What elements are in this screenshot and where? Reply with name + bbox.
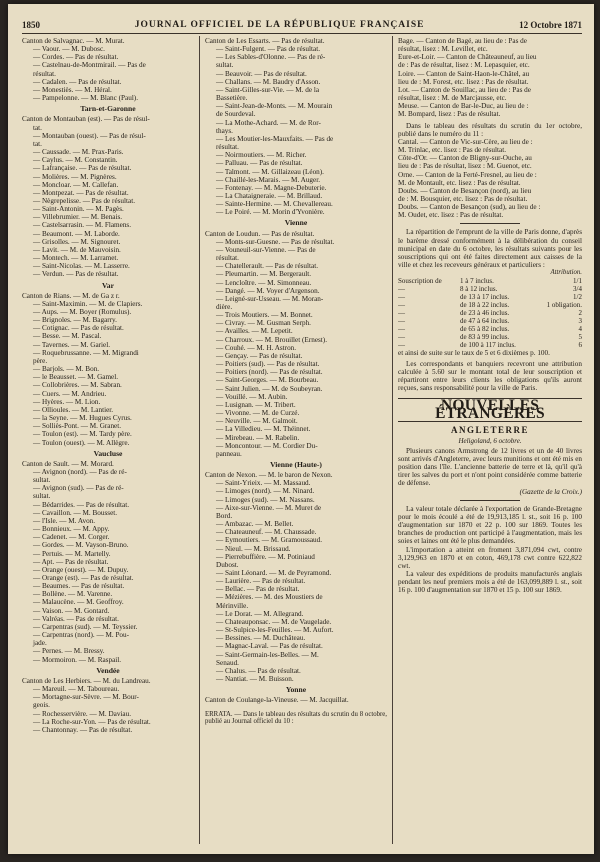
country-heading: ANGLETERRE [450, 425, 529, 436]
canton-line: de Sourdeval. [216, 110, 256, 119]
canton-line: — Solliès-Pont. — M. Granet. [33, 422, 122, 431]
canton-line: jade. [33, 639, 47, 648]
errata-line: Doubs. — Canton de Besançon (sud), au lieu de : [398, 203, 541, 212]
canton-line: — Chateauponsac. — M. de Vaugelade. [216, 617, 332, 626]
canton-line: — Chalus. — Pas de résultat. [216, 666, 301, 675]
canton-line: Bassetière. [216, 94, 248, 103]
column-1 [22, 37, 194, 846]
canton-line: — Availles. — M. Lepetit. [216, 327, 293, 336]
canton-line: — Moncontour. — M. Cordier Du- [216, 441, 318, 450]
canton-line: — Les Moutier-les-Mauxfaits. — Pas de [216, 134, 334, 143]
canton-line: — Beaumont. — M. Laborde. [33, 229, 120, 238]
canton-line: — Apt. — Pas de résultat. [33, 557, 109, 566]
canton-line: sultat. [33, 476, 51, 485]
table-row [398, 309, 582, 317]
canton-line: Bord. [216, 511, 233, 520]
errata-line: Côte-d'Or. — Canton de Bligny-sur-Ouche, au [398, 154, 532, 163]
canton-line: — Nègrepelisse. — Pas de résultat. [33, 196, 135, 205]
canton-line: Canton de Salvagnac. — M. Murat. [22, 37, 125, 45]
canton-line: — La Mothe-Achard. — M. de Ror- [216, 118, 321, 127]
canton-line: — Ambazac. — M. Bellet. [216, 520, 294, 529]
canton-line: — Aixe-sur-Vienne. — M. Muret de [216, 503, 322, 512]
table-cell: — [398, 333, 405, 342]
canton-line: Senaud. [216, 658, 239, 667]
table-cell: — [398, 341, 405, 350]
canton-line: — Palluau. — Pas de résultat. [216, 159, 303, 168]
canton-line: — Rochesservière. — M. Daviau. [33, 709, 132, 718]
canton-line: tat. [33, 139, 42, 148]
canton-line: — Tavernes. — M. Gariel. [33, 340, 111, 349]
canton-line: Canton de Nexon. — M. le baron de Nexon. [205, 471, 333, 480]
canton-line: — Carpentras (nord). — M. Pou- [33, 631, 130, 640]
errata-line: lieu de : Pas de résultat, lisez : M. Guenot, etc. [398, 162, 532, 171]
canton-line: — Mareuil. — M. Taboureau. [33, 685, 120, 694]
canton-line: — Chantonnay. — Pas de résultat. [33, 725, 133, 734]
canton-line: — l'Isle. — M. Avon. [33, 516, 96, 525]
canton-line: — Grisolles. — M. Signouret. [33, 237, 121, 246]
canton-line: Canton de Les Essarts. — Pas de résultat. [205, 37, 325, 45]
table-cell: Souscription de [398, 277, 442, 286]
canton-line: — Moncloar. — M. Callefan. [33, 180, 119, 189]
table-row [398, 285, 582, 293]
department-heading: Vaucluse [93, 448, 123, 458]
canton-line: — Toulon (est). — M. Tardy père. [33, 430, 132, 439]
table-cell: 1 obligation. [546, 301, 582, 310]
canton-line: — Saint-Nicolas. — M. Lasserre. [33, 262, 130, 271]
canton-line: résultat. [216, 143, 239, 152]
canton-line: — Malaucène. — M. Geoffroy. [33, 598, 124, 607]
table-cell: 5 [578, 333, 582, 342]
table-row [398, 333, 582, 341]
canton-line: — Toulon (ouest). — M. Allègre. [33, 438, 130, 447]
canton-line: — Bédarrides. — Pas de résultat. [33, 500, 130, 509]
table-cell: — [398, 285, 405, 294]
canton-line: — Challans. — M. Baudry d'Asson. [216, 77, 321, 86]
table-cell: de 47 à 64 inclus. [460, 317, 510, 326]
canton-line: — Vouneuil-sur-Vienne. — Pas de [216, 245, 316, 254]
canton-line: — Leigné-sur-Usseau. — M. Moran- [216, 294, 324, 303]
department-heading: Tarn-et-Garonne [80, 104, 136, 114]
errata-note: ERRATA. — Dans le tableau des résultats du scrutin du 8 octobre, publié au Journal officiel du 10 : [205, 710, 387, 726]
canton-line: — Le Poiré. — M. Morin d'Yvonière. [216, 208, 325, 217]
table-cell: 3 [578, 317, 582, 326]
canton-line: — Chatellerault. — Pas de résultat. [216, 262, 318, 271]
canton-line: — Cordes. — Pas de résultat. [33, 53, 119, 62]
canton-line: — Pampelonne. — M. Blanc (Paul). [33, 94, 139, 103]
canton-line: — Montpezat. — Pas de résultat. [33, 188, 129, 197]
canton-line: — Hyères. — M. Lion. [33, 397, 101, 406]
journal-title: JOURNAL OFFICIEL DE LA RÉPUBLIQUE FRANÇAISE [134, 20, 425, 30]
canton-line: — Gençay. — Pas de résultat. [216, 351, 303, 360]
canton-line: — Trois Moutiers. — M. Bonnet. [216, 311, 313, 320]
canton-line: — Poitiers (sud). — Pas de résultat. [216, 360, 320, 369]
canton-line: — St-Sulpice-les-Feuilles. — M. Aufort. [216, 626, 334, 635]
table-row [398, 301, 582, 309]
canton-line: — Nantiat. — M. Buisson. [216, 675, 294, 684]
canton-line: — Mirebeau. — M. Rabelin. [216, 433, 300, 442]
canton-line: — Cadenet. — M. Corger. [33, 533, 110, 542]
table-cell: 8 à 12 inclus. [460, 285, 498, 294]
canton-line: — Orange (est). — Pas de résultat. [33, 574, 134, 582]
canton-line: — Bessines. — M. Duchâteau. [216, 634, 306, 643]
canton-line: — Avignon (nord). — Pas de ré- [33, 467, 127, 476]
canton-line: — Ollioules. — M. Lantier. [33, 405, 114, 414]
canton-line: — Mormoiron. — M. Raspail. [33, 655, 122, 664]
errata-line: M. Oudet, etc. lisez : Pas de résultat. [398, 211, 504, 220]
table-row [398, 325, 582, 333]
canton-line: sultat. [33, 492, 51, 501]
errata-line: M. Bompard, lisez : Pas de résultat. [398, 110, 501, 119]
canton-line: — Molières. — M. Pignères. [33, 172, 117, 181]
canton-line: — Civray. — M. Gusman Serph. [216, 319, 311, 328]
canton-line: — Cuers. — M. Andrieu. [33, 389, 107, 398]
canton-line: — Brignoles. — M. Bagarry. [33, 316, 117, 325]
table-cell: — [398, 317, 405, 326]
canton-line: — Mortagne-sur-Sèvre. — M. Bour- [33, 693, 139, 702]
canton-line: — Caussade. — M. Prax-Paris. [33, 148, 124, 157]
issue-date: 12 Octobre 1871 [519, 20, 582, 30]
errata-line: Lot. — Canton de Souillac, au lieu de : Pas de [398, 85, 531, 94]
table-cell: 2 [578, 309, 582, 318]
canton-line: — Bollène. — M. Varenne. [33, 590, 113, 599]
canton-line: — Charroux. — M. Brouillet (Ernest). [216, 335, 327, 344]
table-cell: — [398, 309, 405, 318]
canton-line: thays. [216, 126, 233, 135]
canton-line: — Saint-Fulgent. — Pas de résultat. [216, 45, 321, 54]
table-cell: 4 [578, 325, 582, 334]
header-rule [22, 33, 582, 34]
errata-line: M. Trinlac, etc. lisez : Pas de résultat. [398, 146, 506, 155]
table-cell: — [398, 293, 405, 302]
canton-line: — Avignon (sud). — Pas de ré- [33, 484, 124, 493]
errata-line: Orne. — Canton de la Ferté-Fresnel, au lieu de : [398, 170, 537, 179]
canton-line: — Chaillé-les-Marais. — M. Auger. [216, 175, 320, 184]
canton-line: — Saint-Georges. — M. Bourbeau. [216, 376, 319, 385]
table-row [398, 293, 582, 301]
canton-line: — La Chataigneraie. — M. Brillaud. [216, 191, 323, 200]
table-cell: — [398, 325, 405, 334]
canton-line: — Nieul. — M. Brissaud. [216, 544, 291, 553]
repartition-paragraph: La répartition de l'emprunt de la ville de Paris donne, d'après le barème dressé conformément à la délibération du conseil municipal en date du 6 octobre, les résultats suivants pour les souscriptions qui ont été faites directement aux caisses de la ville et chez les receveurs généraux et particuliers : [398, 228, 582, 270]
canton-line: Canton de Montauban (est). — Pas de résul- [22, 115, 150, 124]
canton-line: — Eymoutiers. — M. Gramoussaud. [216, 536, 323, 545]
canton-line: Canton de Loudun. — Pas de résultat. [205, 229, 315, 238]
canton-line: — Neuville. — M. Galmoit. [216, 417, 298, 426]
canton-line: père. [33, 356, 48, 365]
canton-line: — Cadalen. — Pas de résultat. [33, 77, 122, 86]
canton-line: Canton de Coulange-la-Vineuse. — M. Jacquillat. [205, 696, 349, 705]
canton-line: — Saint-Maximin. — M. de Clapiers. [33, 299, 143, 308]
canton-line: — Saint-Antonin. — M. Pagès. [33, 205, 124, 214]
errata-list [398, 37, 582, 119]
canton-line: geois. [33, 701, 50, 710]
canton-line: dière. [216, 303, 233, 311]
canton-line: — Limoges (sud). — M. Nassans. [216, 495, 315, 504]
canton-line: — Vouillé. — M. Aubin. [216, 392, 288, 401]
errata-line: de : M. Bousquier, etc. lisez : Pas de résultat. [398, 194, 528, 203]
errata-line: Eure-et-Loir. — Canton de Châteauneuf, au lieu [398, 53, 537, 62]
table-cell: 1/1 [573, 277, 582, 286]
canton-line: — Saint Julien. — M. de Soubeyran. [216, 384, 323, 393]
canton-line: — Magnac-Laval. — Pas de résultat. [216, 642, 323, 651]
canton-line: — Pertuis. — M. Martelly. [33, 549, 111, 558]
canton-line: — Collobrières. — M. Sabran. [33, 381, 122, 390]
canton-line: — Cavaillon. — M. Bousset. [33, 508, 118, 517]
errata-line: Cantal. — Canton de Vic-sur-Cère, au lieu de : [398, 137, 533, 146]
table-cell: de 100 à 117 inclus. [460, 341, 516, 350]
page-number: 1850 [22, 20, 40, 30]
table-row [398, 277, 582, 285]
column-divider [392, 36, 393, 844]
errata-intro-2: Dans le tableau des résultats du scrutin du 1er octobre, publié dans le numéro du 11 : [398, 121, 582, 138]
canton-line: — Besse. — M. Pascal. [33, 332, 102, 341]
department-heading: Var [102, 280, 114, 290]
errata-line: Loire. — Canton de Saint-Haon-le-Châtel, au [398, 69, 530, 78]
canton-line: sultat. [216, 61, 234, 70]
canton-line: — Bellac. — Pas de résultat. [216, 585, 300, 594]
canton-line: — Beauvoir. — Pas de résultat. [216, 69, 307, 78]
canton-line: — Cotignac. — Pas de résultat. [33, 324, 124, 333]
canton-line: Canton de Sault. — M. Morard. [22, 459, 114, 468]
table-cell: 1 à 7 inclus. [460, 277, 494, 286]
canton-line: — Noirmoutiers. — M. Richer. [216, 151, 307, 160]
table-row [398, 317, 582, 325]
canton-line: — Castelsarrasin. — M. Flamens. [33, 221, 132, 230]
canton-line: — Couhé. — M. H. Astron. [216, 343, 297, 352]
department-heading: Vienne [284, 218, 308, 228]
table-cell: de 65 à 82 inclus. [460, 325, 510, 334]
canton-line: — Vivonne. — M. de Curzé. [216, 409, 300, 418]
canton-line: — Poitiers (nord). — Pas de résultat. [216, 368, 323, 377]
table-cell: de 83 à 99 inclus. [460, 333, 510, 342]
canton-line: — Saint-Jean-de-Monts. — M. Mourain [216, 102, 333, 111]
canton-line: — Monts-sur-Guesne. — Pas de résultat. [216, 237, 335, 246]
canton-line: — Saint-Gilles-sur-Vie. — M. de la [216, 85, 320, 94]
subscription-table [398, 277, 582, 349]
table-cell: — [398, 301, 405, 310]
department-heading: Vendée [96, 665, 120, 675]
canton-line: — Pleumartin. — M. Bergerault. [216, 270, 312, 279]
canton-line: — Monestiès. — M. Héral. [33, 85, 112, 94]
canton-line: — Pernes. — M. Bressy. [33, 647, 105, 656]
canton-line: — Saint Léonard. — M. de Peyramond. [216, 569, 332, 577]
canton-line: — Caylus. — M. Constantin. [33, 156, 118, 165]
news-paragraph: La valeur des expéditions de produits manufacturés anglais pendant les neuf premiers mois a été de 163,099,889 l. st., soit 16 p. 100 d'augmentation sur 1870 et 15 p. 100 sur 1869. [398, 569, 582, 595]
section-heading: NOUVELLES ÉTRANGÈRES [398, 398, 582, 422]
canton-line: — Talmont. — M. Gillaizeau (Léon). [216, 167, 324, 176]
canton-line: tat. [33, 123, 42, 132]
canton-line: — le Beausset. — M. Gamel. [33, 373, 119, 382]
canton-line: — Lusignan. — M. Tribert. [216, 400, 296, 409]
canton-line: — Fontenay. — M. Magne-Debuterie. [216, 183, 327, 192]
canton-line: Dubost. [216, 560, 239, 569]
column-2 [205, 37, 387, 846]
canton-line: — Bonnieux. — M. Appy. [33, 525, 110, 534]
errata-line: M. de Montault, etc. lisez : Pas de résultat. [398, 178, 521, 187]
column-2-lines [205, 37, 387, 705]
canton-line: Mérinville. [216, 601, 249, 610]
department-heading: Vienne (Haute-) [270, 459, 322, 469]
canton-line: — Dangé. — M. Voyer d'Argenson. [216, 286, 320, 295]
canton-line: résultat. [33, 69, 56, 78]
canton-line: — Laurière. — Pas de résultat. [216, 577, 306, 586]
canton-line: — Verdun. — Pas de résultat. [33, 270, 119, 279]
table-cell: 6 [578, 341, 582, 350]
table-cell: de 18 à 22 inclus. [460, 301, 510, 310]
table-cell: de 23 à 46 inclus. [460, 309, 510, 318]
canton-line: — Montech. — M. Larramet. [33, 254, 119, 263]
canton-line: — Vaison. — M. Gontard. [33, 606, 110, 615]
canton-line: — Lafrançaise. — Pas de résultat. [33, 164, 132, 173]
canton-line: — la Seyne. — M. Hugues Cyrus. [33, 414, 132, 423]
errata-line: de : Pas de résultat, lisez : M. Lepasquier, etc. [398, 61, 530, 70]
canton-line: — La Villedieu. — M. Théinnet. [216, 425, 311, 434]
canton-line: — Aups. — M. Boyer (Romulus). [33, 308, 132, 316]
canton-line: panneau. [216, 449, 242, 458]
canton-line: — Orange (ouest). — M. Dupuy. [33, 565, 129, 574]
news-paragraph: La valeur totale déclarée à l'exportation de Grande-Bretagne pour le mois écoulé a été de 19,913,185 l. st., soit 16 p. 100 d'augmentation sur 1870 et 22 p. 100 sur 1869. Toutes les branches de production ont participé à l'augmentation, mais les soies et laines ont été le plus demandées. [398, 504, 582, 546]
canton-line: — Vaour. — M. Dubosc. [33, 45, 105, 54]
canton-line: — Villebrumier. — M. Benais. [33, 213, 123, 222]
news-source: (Gazette de la Croix.) [519, 487, 582, 496]
errata-line: résultat, lisez : M. Levillet, etc. [398, 45, 488, 54]
canton-line: — Lavit. — M. de Mauvoisin. [33, 245, 121, 254]
newspaper-page [8, 4, 594, 854]
canton-line: — Castelnau-de-Montmirail. — Pas de [33, 61, 146, 70]
table-cell: 1/2 [573, 293, 582, 302]
canton-line: — Beaumes. — Pas de résultat. [33, 582, 125, 591]
department-heading: Yonne [285, 685, 307, 695]
canton-line: — Valréas. — Pas de résultat. [33, 614, 119, 623]
canton-line: — La Roche-sur-Yon. — Pas de résultat. [33, 717, 151, 726]
canton-line: — Les Sables-d'Olonne. — Pas de ré- [216, 53, 326, 62]
errata-line: résultat, lisez : M. de Marcjausse, etc. [398, 94, 507, 103]
table-row [398, 341, 582, 349]
errata-line: lieu de : M. Forest, etc. lisez : Pas de résultat. [398, 77, 529, 86]
canton-line: — Saint-Germain-les-Belles. — M. [216, 650, 319, 659]
table-header: Attribution. [550, 269, 582, 277]
separator [460, 223, 520, 224]
errata-line: Bage. — Canton de Bagé, au lieu de : Pas de [398, 37, 527, 45]
canton-line: — Chateauneuf. — M. Chaussade. [216, 528, 317, 537]
news-paragraph: Plusieurs canons Armstrong de 12 livres et un de 40 livres sont arrivés d'Angleterre, avec leurs munitions et ont été mis en position dans l'île. L'ancienne batterie de terre et là, qu'il qu'à tirer les salves du port et n'ont point considérée comme batterie de défense. [398, 446, 582, 488]
news-paragraph: L'importation a atteint en froment 3,871,094 cwt, contre 3,129,963 en 1870 et en coton, 469,178 cwt contre 622,822 cwt. [398, 545, 582, 570]
canton-line: — Gordes. — M. Vayson-Bruno. [33, 541, 129, 550]
canton-line: Canton de Les Herbiers. — M. du Landreau. [22, 676, 151, 685]
canton-line: — Le Dorat. — M. Allegrand. [216, 609, 304, 618]
column-3 [398, 37, 582, 846]
errata-line: Doubs. — Canton de Besançon (nord), au lieu [398, 186, 532, 195]
table-cell: de 13 à 17 inclus. [460, 293, 510, 302]
canton-line: — Limoges (nord). — M. Ninard. [216, 487, 315, 496]
dateline: Heligoland, 6 octobre. [458, 436, 522, 445]
canton-line: — Montauban (ouest). — Pas de résul- [33, 131, 146, 140]
canton-line: — Saint-Yrieix. — M. Massaud. [216, 479, 311, 488]
canton-line: — Sainte-Hermine. — M. Chevallereau. [216, 200, 333, 209]
canton-line: — Lencloître. — M. Simonneau. [216, 278, 312, 287]
column-divider [199, 36, 200, 844]
table-cell: 3/4 [573, 285, 582, 294]
table-note: et ainsi de suite sur le taux de 5 et 6 dixièmes p. 100. [398, 349, 550, 358]
errata-list-2 [398, 138, 582, 220]
correspondants-paragraph: Les correspondants et banquiers recevront une attribution calculée à 5.60 sur le montant total de leur souscription et répartiront entre leurs clients les obligations qu'ils auront reçues, sans responsabilité pour la ville de Paris. [398, 359, 582, 392]
separator [460, 500, 520, 501]
canton-line: — Barjols. — M. Bon. [33, 365, 100, 374]
canton-line: Canton de Rians. — M. de Ga z r. [22, 291, 120, 300]
running-header [22, 18, 582, 32]
errata-line: Meuse. — Canton de Bar-le-Duc, au lieu de : [398, 102, 529, 111]
canton-line: résultat. [216, 254, 239, 263]
canton-line: — Pierrebuffière. — M. Potiniaud [216, 552, 315, 561]
canton-line: — Roquebrussanne. — M. Migrandi [33, 348, 139, 357]
canton-line: — Mézières. — M. des Moustiers de [216, 593, 323, 602]
canton-line: — Carpentras (sud). — M. Teyssier. [33, 622, 138, 631]
